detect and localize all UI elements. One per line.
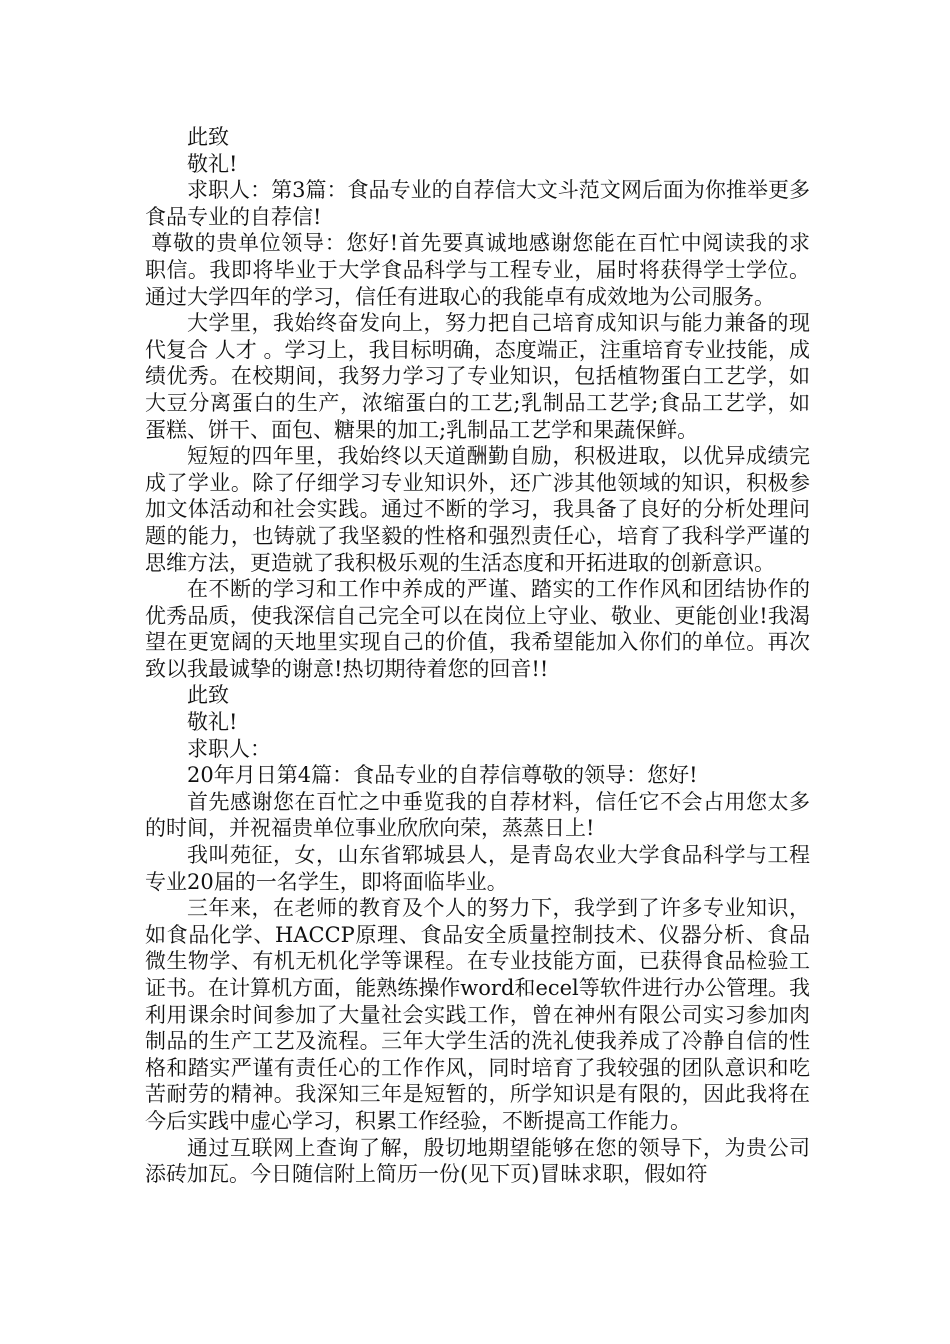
body-paragraph: 首先感谢您在百忙之中垂览我的自荐材料，信任它不会占用您太多的时间，并祝福贵单位事业欣欣向荣，蒸蒸日上! xyxy=(145,789,810,841)
signature-line: 求职人： xyxy=(187,736,271,761)
closing-salutation: 此致 xyxy=(187,125,229,149)
body-paragraph: 在不断的学习和工作中养成的严谨、踏实的工作作风和团结协作的优秀品质，使我深信自己完全可以在岗位上守业、敬业、更能创业!我渴望在更宽阔的天地里实现自己的价值，我希望能加入你们的单位。再次致以我最诚挚的谢意!热切期待着您的回音!! xyxy=(145,577,810,681)
body-paragraph: 短短的四年里，我始终以天道酬勤自励，积极进取，以优异成绩完成了学业。除了仔细学习专业知识外，还广涉其他领域的知识，积极参加文体活动和社会实践。通过不断的学习，我具备了良好的分析处理问题的能力，也铸就了我坚毅的性格和强烈责任心，培育了我科学严谨的思维方法，更造就了我积极乐观的生活态度和开拓进取的创新意识。 xyxy=(145,444,810,575)
closing-salutation: 此致 xyxy=(187,683,229,708)
body-paragraph: 我叫苑征，女，山东省郓城县人，是青岛农业大学食品科学与工程专业20届的一名学生，即将面临毕业。 xyxy=(145,843,810,894)
section-heading-line: 20年月日第4篇：食品专业的自荐信尊敬的领导：您好! xyxy=(187,763,698,788)
body-paragraph: 尊敬的贵单位领导：您好!首先要真诚地感谢您能在百忙中阅读我的求职信。我即将毕业于大学食品科学与工程专业，届时将获得学士学位。通过大学四年的学习，信任有进取心的我能卓有成效地为公司服务。 xyxy=(145,231,810,309)
signature-and-next-section: 求职人：第3篇：食品专业的自荐信大文斗范文网后面为你推举更多食品专业的自荐信! xyxy=(145,178,810,229)
closing-regards: 敬礼! xyxy=(187,710,238,735)
body-paragraph: 三年来，在老师的教育及个人的努力下，我学到了许多专业知识，如食品化学、HACCP原理、食品安全质量控制技术、仪器分析、食品微生物学、有机无机化学等课程。在专业技能方面，已获得食品检验工证书。在计算机方面，能熟练操作word和ecel等软件进行办公管理。我利用课余时间参加了大量社会实践工作，曾在神州有限公司实习参加肉制品的生产工艺及流程。三年大学生活的洗礼使我养成了冷静自信的性格和踏实严谨有责任心的工作作风，同时培育了我较强的团队意识和吃苦耐劳的精神。我深知三年是短暂的，所学知识是有限的，因此我将在今后实践中虚心学习，积累工作经验，不断提高工作能力。 xyxy=(145,896,810,1133)
document-page xyxy=(145,124,810,1188)
closing-regards: 敬礼! xyxy=(187,151,238,176)
body-paragraph: 通过互联网上查询了解，殷切地期望能够在您的领导下，为贵公司添砖加瓦。今日随信附上简历一份(见下页)冒昧求职，假如符 xyxy=(145,1135,810,1187)
body-paragraph: 大学里，我始终奋发向上，努力把自己培育成知识与能力兼备的现代复合 人才 。学习上，我目标明确，态度端正，注重培育专业技能，成绩优秀。在校期间，我努力学习了专业知识，包括植物蛋白工艺学，如大豆分离蛋白的生产，浓缩蛋白的工艺;乳制品工艺学;食品工艺学，如蛋糕、饼干、面包、糖果的加工;乳制品工艺学和果蔬保鲜。 xyxy=(145,311,810,442)
